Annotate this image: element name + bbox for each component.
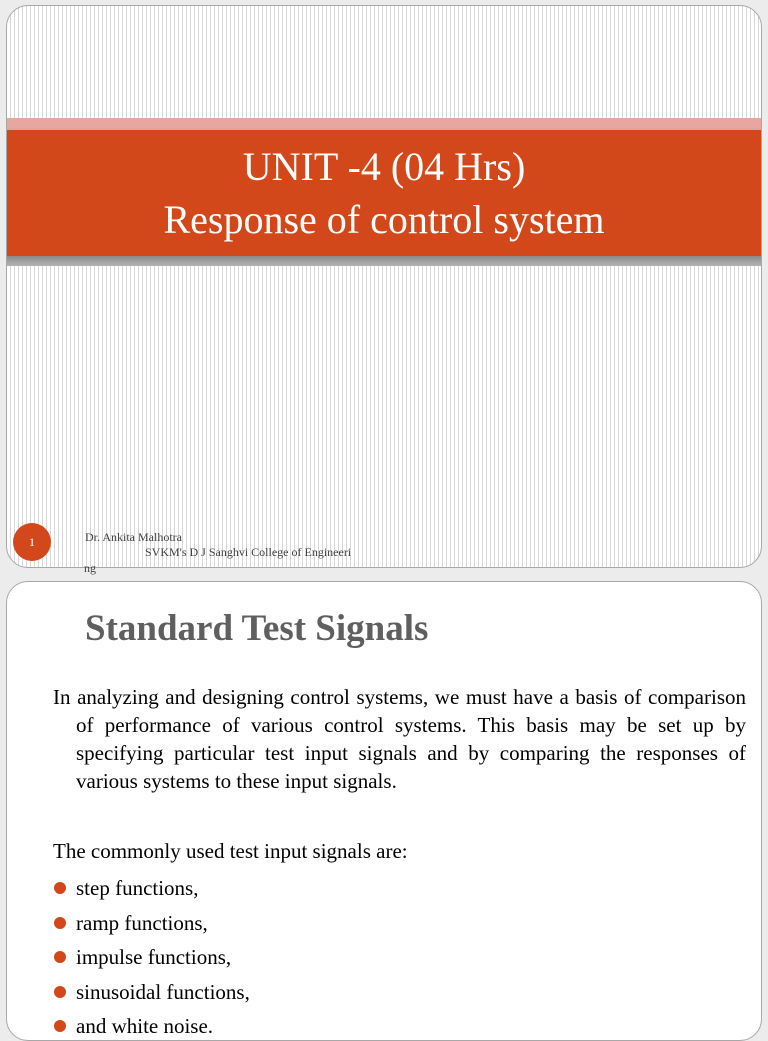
footer-author: Dr. Ankita Malhotra <box>85 530 182 544</box>
title-slide <box>6 5 762 568</box>
list-item-text: and white noise. <box>76 1014 214 1038</box>
list-item-text: ramp functions, <box>76 910 208 935</box>
bullet-icon <box>54 917 66 929</box>
footer-college: SVKM's D J Sanghvi College of Engineeri <box>145 545 352 559</box>
bullet-icon <box>54 986 66 998</box>
bullet-icon <box>54 882 66 894</box>
page-number-badge: 1 <box>13 523 51 561</box>
list-item <box>53 940 250 975</box>
footer-college-overflow: ng <box>84 561 96 575</box>
list-item-text: sinusoidal functions, <box>76 979 250 1004</box>
slide-title-topic: Response of control system <box>163 197 605 242</box>
content-slide <box>6 581 762 1041</box>
slide-footer <box>85 530 415 560</box>
list-item-text: step functions, <box>76 876 199 900</box>
bullet-icon <box>54 951 66 963</box>
list-item <box>53 1009 250 1041</box>
signal-list <box>53 871 250 1041</box>
slide-title-unit: UNIT -4 (04 Hrs) <box>242 144 526 189</box>
list-item <box>53 975 250 1010</box>
bullet-icon <box>54 1020 66 1032</box>
top-accent-stripe <box>7 118 761 130</box>
list-item <box>53 871 250 906</box>
list-item-text: impulse functions, <box>76 945 232 969</box>
list-intro: The commonly used test input signals are: <box>53 839 408 863</box>
slide-heading: Standard Test Signals <box>85 608 429 649</box>
body-paragraph: In analyzing and designing control systems, we must have a basis of comparison of performance of various control systems. This basis may be set up by specifying particular test input signals and by comparing the responses of various systems to these input signals. <box>53 685 746 793</box>
title-band-shadow-stripe <box>7 256 761 266</box>
list-item <box>53 906 250 941</box>
